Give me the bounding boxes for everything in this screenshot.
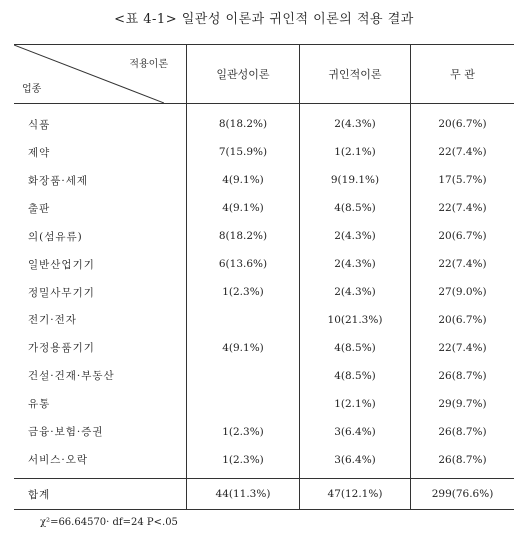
industry-cell: 일반산업기기 xyxy=(14,250,187,278)
attribution-cell: 1(2.1%) xyxy=(300,138,411,166)
attribution-cell: 2(4.3%) xyxy=(300,104,411,139)
industry-cell: 전기·전자 xyxy=(14,306,187,334)
attribution-cell: 10(21.3%) xyxy=(300,306,411,334)
table-row xyxy=(14,390,514,418)
total-consistency: 44(11.3%) xyxy=(187,479,300,510)
unrelated-cell: 20(6.7%) xyxy=(438,230,487,243)
column-header-attribution: 귀인적이론 xyxy=(300,45,411,104)
consistency-cell: 8(18.2%) xyxy=(187,104,300,139)
attribution-cell: 4(8.5%) xyxy=(300,194,411,222)
total-attribution: 47(12.1%) xyxy=(300,479,411,510)
statistics-note: χ²=66.64570· df=24 P<.05 xyxy=(40,517,178,528)
attribution-cell: 2(4.3%) xyxy=(300,250,411,278)
attribution-cell: 3(6.4%) xyxy=(300,446,411,479)
industry-cell: 유통 xyxy=(14,390,187,418)
table-title: <표 4-1> 일관성 이론과 귀인적 이론의 적용 결과 xyxy=(114,12,414,27)
attribution-cell: 4(8.5%) xyxy=(300,362,411,390)
industry-cell: 건설·건재·부동산 xyxy=(14,362,187,390)
unrelated-cell: 22(7.4%) xyxy=(438,146,487,159)
unrelated-cell: 27(9.0%) xyxy=(438,286,487,298)
consistency-cell: 7(15.9%) xyxy=(187,138,300,166)
unrelated-cell: 22(7.4%) xyxy=(438,341,487,354)
industry-cell: 제약 xyxy=(14,138,187,166)
industry-cell: 출판 xyxy=(14,194,187,222)
table-row xyxy=(14,278,514,306)
table-row xyxy=(14,446,514,479)
industry-cell: 금융·보험·증권 xyxy=(14,418,187,446)
unrelated-cell: 26(8.7%) xyxy=(438,453,487,466)
unrelated-cell: 22(7.4%) xyxy=(438,202,487,215)
industry-cell: 정밀사무기기 xyxy=(14,278,187,306)
table-row xyxy=(14,418,514,446)
consistency-cell: 4(9.1%) xyxy=(187,166,300,194)
unrelated-cell: 29(9.7%) xyxy=(438,397,487,410)
table-row xyxy=(14,222,514,250)
table-row xyxy=(14,250,514,278)
consistency-cell xyxy=(187,390,300,418)
consistency-cell: 1(2.3%) xyxy=(187,446,300,479)
table-row xyxy=(14,334,514,362)
column-header-unrelated: 무 관 xyxy=(411,45,515,104)
consistency-cell: 1(2.3%) xyxy=(187,278,300,306)
total-label: 합계 xyxy=(14,479,187,510)
consistency-cell: 1(2.3%) xyxy=(187,418,300,446)
table-row xyxy=(14,306,514,334)
table-row xyxy=(14,104,514,139)
unrelated-cell: 20(6.7%) xyxy=(438,313,487,326)
attribution-cell: 2(4.3%) xyxy=(300,222,411,250)
industry-cell: 서비스·오락 xyxy=(14,446,187,479)
unrelated-cell: 20(6.7%) xyxy=(438,118,487,131)
table-row xyxy=(14,194,514,222)
industry-cell: 화장품·세제 xyxy=(14,166,187,194)
header-row xyxy=(14,45,514,104)
attribution-cell: 4(8.5%) xyxy=(300,334,411,362)
table-body xyxy=(14,104,514,479)
industry-cell: 가정용품기기 xyxy=(14,334,187,362)
consistency-cell: 8(18.2%) xyxy=(187,222,300,250)
unrelated-cell: 26(8.7%) xyxy=(438,369,487,382)
total-unrelated: 299(76.6%) xyxy=(411,479,515,510)
attribution-cell: 3(6.4%) xyxy=(300,418,411,446)
consistency-cell: 4(9.1%) xyxy=(187,194,300,222)
header-corner-cell xyxy=(14,45,187,104)
column-header-consistency: 일관성이론 xyxy=(187,45,300,104)
table-row xyxy=(14,138,514,166)
results-table xyxy=(14,44,514,510)
table-row xyxy=(14,166,514,194)
attribution-cell: 1(2.1%) xyxy=(300,390,411,418)
consistency-cell: 4(9.1%) xyxy=(187,334,300,362)
consistency-cell xyxy=(187,306,300,334)
attribution-cell: 2(4.3%) xyxy=(300,278,411,306)
unrelated-cell: 17(5.7%) xyxy=(438,174,487,187)
attribution-cell: 9(19.1%) xyxy=(300,166,411,194)
total-row xyxy=(14,479,514,510)
industry-cell: 의(섬유류) xyxy=(14,222,187,250)
consistency-cell xyxy=(187,362,300,390)
corner-label-theory: 적용이론 xyxy=(129,59,168,70)
table-row xyxy=(14,362,514,390)
corner-label-industry: 업종 xyxy=(22,84,42,95)
unrelated-cell: 26(8.7%) xyxy=(438,425,487,438)
consistency-cell: 6(13.6%) xyxy=(187,250,300,278)
industry-cell: 식품 xyxy=(14,104,187,139)
unrelated-cell: 22(7.4%) xyxy=(438,258,487,271)
